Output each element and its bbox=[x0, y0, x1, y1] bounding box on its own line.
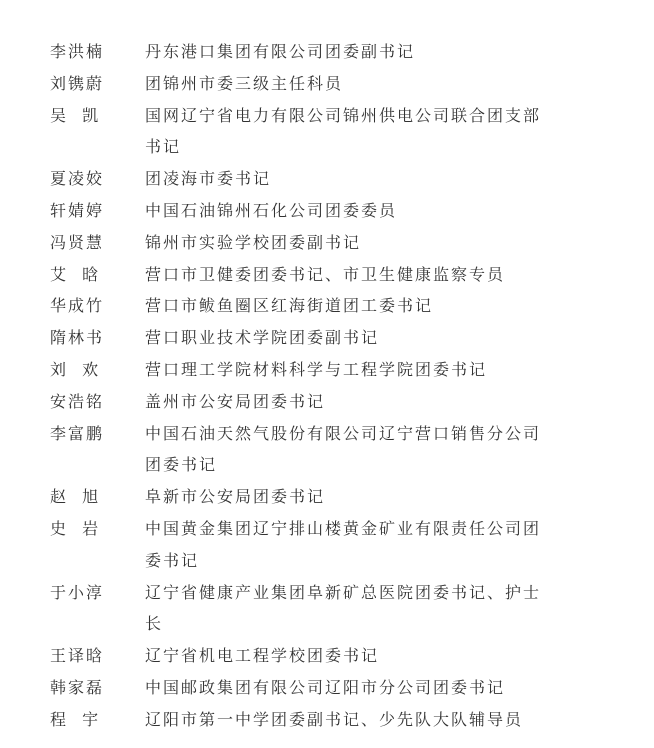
person-title: 团凌海市委书记 bbox=[145, 169, 272, 189]
list-item bbox=[50, 163, 610, 195]
person-name: 华成竹 bbox=[50, 296, 105, 316]
list-item bbox=[50, 672, 610, 704]
person-title: 中国石油天然气股份有限公司辽宁营口销售分公司团委书记 bbox=[145, 423, 542, 475]
person-name: 刘镌蔚 bbox=[50, 73, 105, 93]
list-item bbox=[50, 68, 610, 100]
list-item bbox=[50, 640, 610, 672]
list-item bbox=[50, 195, 610, 227]
list-item bbox=[50, 704, 610, 736]
person-title: 阜新市公安局团委书记 bbox=[145, 487, 326, 507]
person-title: 盖州市公安局团委书记 bbox=[145, 391, 326, 411]
person-title: 中国黄金集团辽宁排山楼黄金矿业有限责任公司团委书记 bbox=[145, 518, 542, 570]
list-item bbox=[50, 386, 610, 418]
person-name: 吴 凯 bbox=[50, 105, 101, 125]
person-name: 隋林书 bbox=[50, 328, 105, 348]
person-name: 夏凌姣 bbox=[50, 169, 105, 189]
person-title: 锦州市实验学校团委副书记 bbox=[145, 232, 362, 252]
person-name: 艾 晗 bbox=[50, 264, 101, 284]
list-item bbox=[50, 418, 610, 482]
person-title: 营口市鲅鱼圈区红海街道团工委书记 bbox=[145, 296, 434, 316]
person-title: 丹东港口集团有限公司团委副书记 bbox=[145, 42, 416, 61]
person-title: 营口市卫健委团委书记、市卫生健康监察专员 bbox=[145, 264, 506, 284]
list-item bbox=[50, 354, 610, 386]
person-title: 团锦州市委三级主任科员 bbox=[145, 73, 344, 93]
person-name: 韩家磊 bbox=[50, 677, 105, 697]
person-title: 中国邮政集团有限公司辽阳市分公司团委书记 bbox=[145, 677, 506, 697]
person-name: 程 宇 bbox=[50, 709, 101, 729]
list-item bbox=[50, 290, 610, 322]
person-name: 李富鹏 bbox=[50, 423, 105, 443]
personnel-list bbox=[50, 36, 610, 736]
person-title: 中国石油锦州石化公司团委委员 bbox=[145, 200, 398, 220]
list-item bbox=[50, 36, 610, 68]
person-name: 于小淳 bbox=[50, 582, 105, 602]
person-name: 安浩铭 bbox=[50, 391, 105, 411]
list-item bbox=[50, 322, 610, 354]
list-item bbox=[50, 577, 610, 641]
list-item bbox=[50, 259, 610, 291]
list-item bbox=[50, 513, 610, 577]
person-name: 王译晗 bbox=[50, 646, 105, 666]
list-item bbox=[50, 100, 610, 164]
list-item bbox=[50, 481, 610, 513]
list-item bbox=[50, 227, 610, 259]
person-name: 李洪楠 bbox=[50, 42, 105, 61]
person-title: 辽阳市第一中学团委副书记、少先队大队辅导员 bbox=[145, 709, 524, 729]
person-name: 史 岩 bbox=[50, 518, 101, 538]
person-title: 国网辽宁省电力有限公司锦州供电公司联合团支部书记 bbox=[145, 105, 542, 157]
person-title: 营口理工学院材料科学与工程学院团委书记 bbox=[145, 359, 488, 379]
person-name: 冯贤慧 bbox=[50, 232, 105, 252]
person-name: 赵 旭 bbox=[50, 487, 101, 507]
person-name: 刘 欢 bbox=[50, 359, 101, 379]
person-title: 营口职业技术学院团委副书记 bbox=[145, 328, 380, 348]
person-title: 辽宁省机电工程学校团委书记 bbox=[145, 646, 380, 666]
person-name: 轩婧婷 bbox=[50, 200, 105, 220]
person-title: 辽宁省健康产业集团阜新矿总医院团委书记、护士长 bbox=[145, 582, 542, 634]
